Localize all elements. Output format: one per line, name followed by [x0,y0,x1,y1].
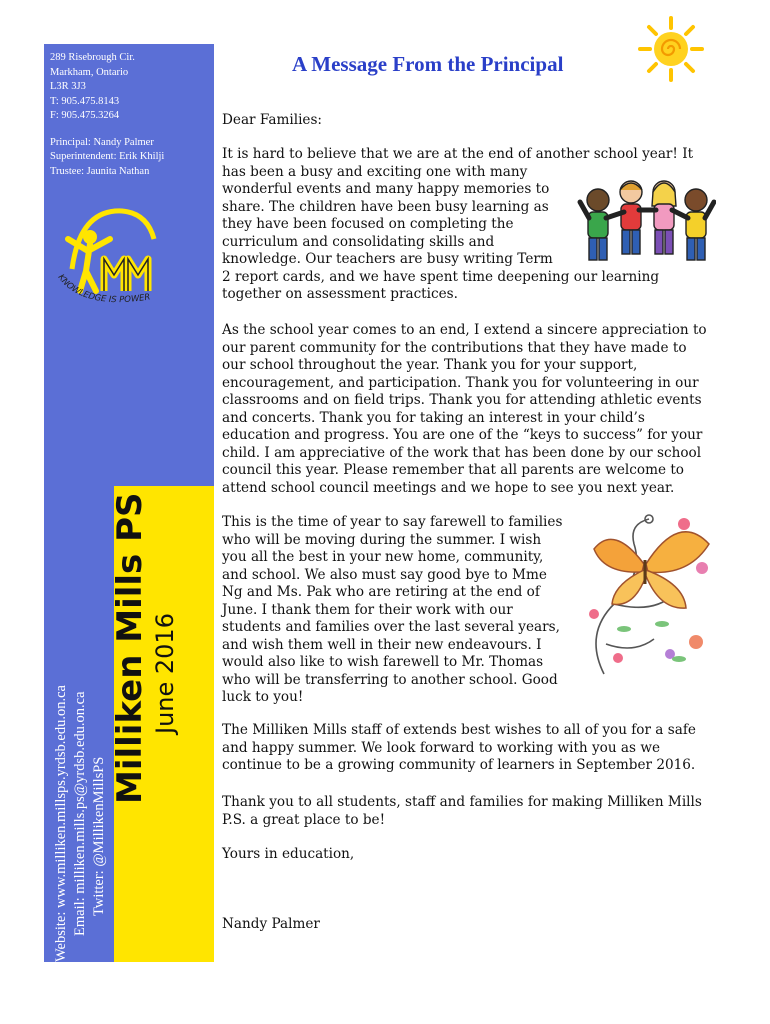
address-line: Markham, Ontario [50,66,129,78]
website-line: Website: www.milliken.millsps.yrdsb.edu.on.ca [53,685,69,962]
text-line: wonderful events and many happy memories to [222,181,550,197]
school-name: Milliken Mills PS [110,492,150,804]
sidebar [44,44,214,962]
paragraph-5 [222,794,722,829]
children-clipart [576,172,716,270]
butterfly-clipart [574,504,724,680]
phone-line: T: 905.475.8143 [50,95,120,107]
text-line: council this year. Please remember that all parents are welcome to [222,462,684,478]
text-line: This is the time of year to say farewell to families [222,514,563,530]
text-line: education and progress. You are one of the “keys to success” for your [222,427,703,443]
school-logo [52,199,162,319]
principal-line: Principal: Nandy Palmer [50,136,154,148]
text-line: would also like to wish farewell to Mr. Thomas [222,654,544,670]
logo-motto: KNOWLEDGE IS POWER [55,272,152,306]
address-line: L3R 3J3 [50,81,86,92]
signature [222,916,722,934]
trustee-line: Trustee: Jaunita Nathan [50,165,150,177]
text-line: The Milliken Mills staff of extends best wishes to all of you for a safe [222,722,696,738]
closing-text: Yours in education, [222,846,355,862]
text-line: encouragement, and participation. Thank you for volunteering in our [222,374,699,391]
paragraph-4 [222,722,722,775]
sun-icon [636,14,706,84]
text-line: who will be transferring to another school. Good [222,671,558,688]
text-line: and school. We also must say good bye to Mme [222,566,547,583]
text-line: continue to be a growing community of learners in September 2016. [222,757,696,773]
text-line: knowledge. Our teachers are busy writing Term [222,251,553,267]
page-title: A Message From the Principal [292,52,564,76]
text-line: child. I am appreciative of the work that has been done by our school [222,444,702,461]
text-line: Thank you to all students, staff and families for making Milliken Mills [222,794,702,810]
superintendent-line: Superintendent: Erik Khilji [50,151,165,162]
address-line: 289 Risebrough Cir. [50,52,135,63]
contact-web-block [52,492,109,962]
text-line: It is hard to believe that we are at the end of another school year! It [222,146,694,162]
greeting [222,112,722,130]
issue-date: June 2016 [151,613,179,734]
text-line: As the school year comes to an end, I extend a sincere appreciation to [222,322,707,338]
text-line: luck to you! [222,689,304,705]
text-line: together on assessment practices. [222,286,458,302]
text-line: has been a busy and exciting one with many [222,163,528,180]
text-line: they have been focused on completing the [222,216,514,232]
greeting-text: Dear Families: [222,112,323,128]
signature-text: Nandy Palmer [222,916,320,932]
text-line: and happy summer. We look forward to working with you as we [222,739,661,756]
text-line: classrooms and on field trips. Thank you for attending athletic events [222,392,702,408]
text-line: share. The children have been busy learning as [222,198,549,215]
closing [222,846,722,864]
text-line: June. I thank them for their work with our [222,601,513,618]
text-line: students and families over the last several years, [222,619,560,635]
text-line: our parent community for the contributions that they have made to [222,339,687,356]
paragraph-2 [222,322,722,497]
text-line: curriculum and consolidating skills and [222,233,495,250]
text-line: Ng and Ms. Pak who are retiring at the end of [222,584,540,600]
text-line: and concerts. Thank you for taking an interest in your child’s [222,409,645,426]
text-line: attend school council meetings and we hope to see you next year. [222,479,675,496]
text-line: 2 report cards, and we have spent time deepening our learning [222,268,660,285]
text-line: and wish them well in their new endeavours. I [222,636,542,653]
twitter-line: Twitter: @MillikenMillsPS [91,756,107,916]
text-line: you all the best in your new home, community, [222,549,544,565]
email-line: Email: milliken.mills.ps@yrdsb.edu.on.ca [72,691,88,936]
text-line: our school throughout the year. Thank you for your support, [222,357,638,373]
text-line: P.S. a great place to be! [222,811,386,828]
fax-line: F: 905.475.3264 [50,110,120,121]
school-logo-icon [52,199,162,319]
contact-info [50,51,210,179]
newsletter-masthead [110,474,180,804]
text-line: who will be moving during the summer. I wish [222,531,542,548]
